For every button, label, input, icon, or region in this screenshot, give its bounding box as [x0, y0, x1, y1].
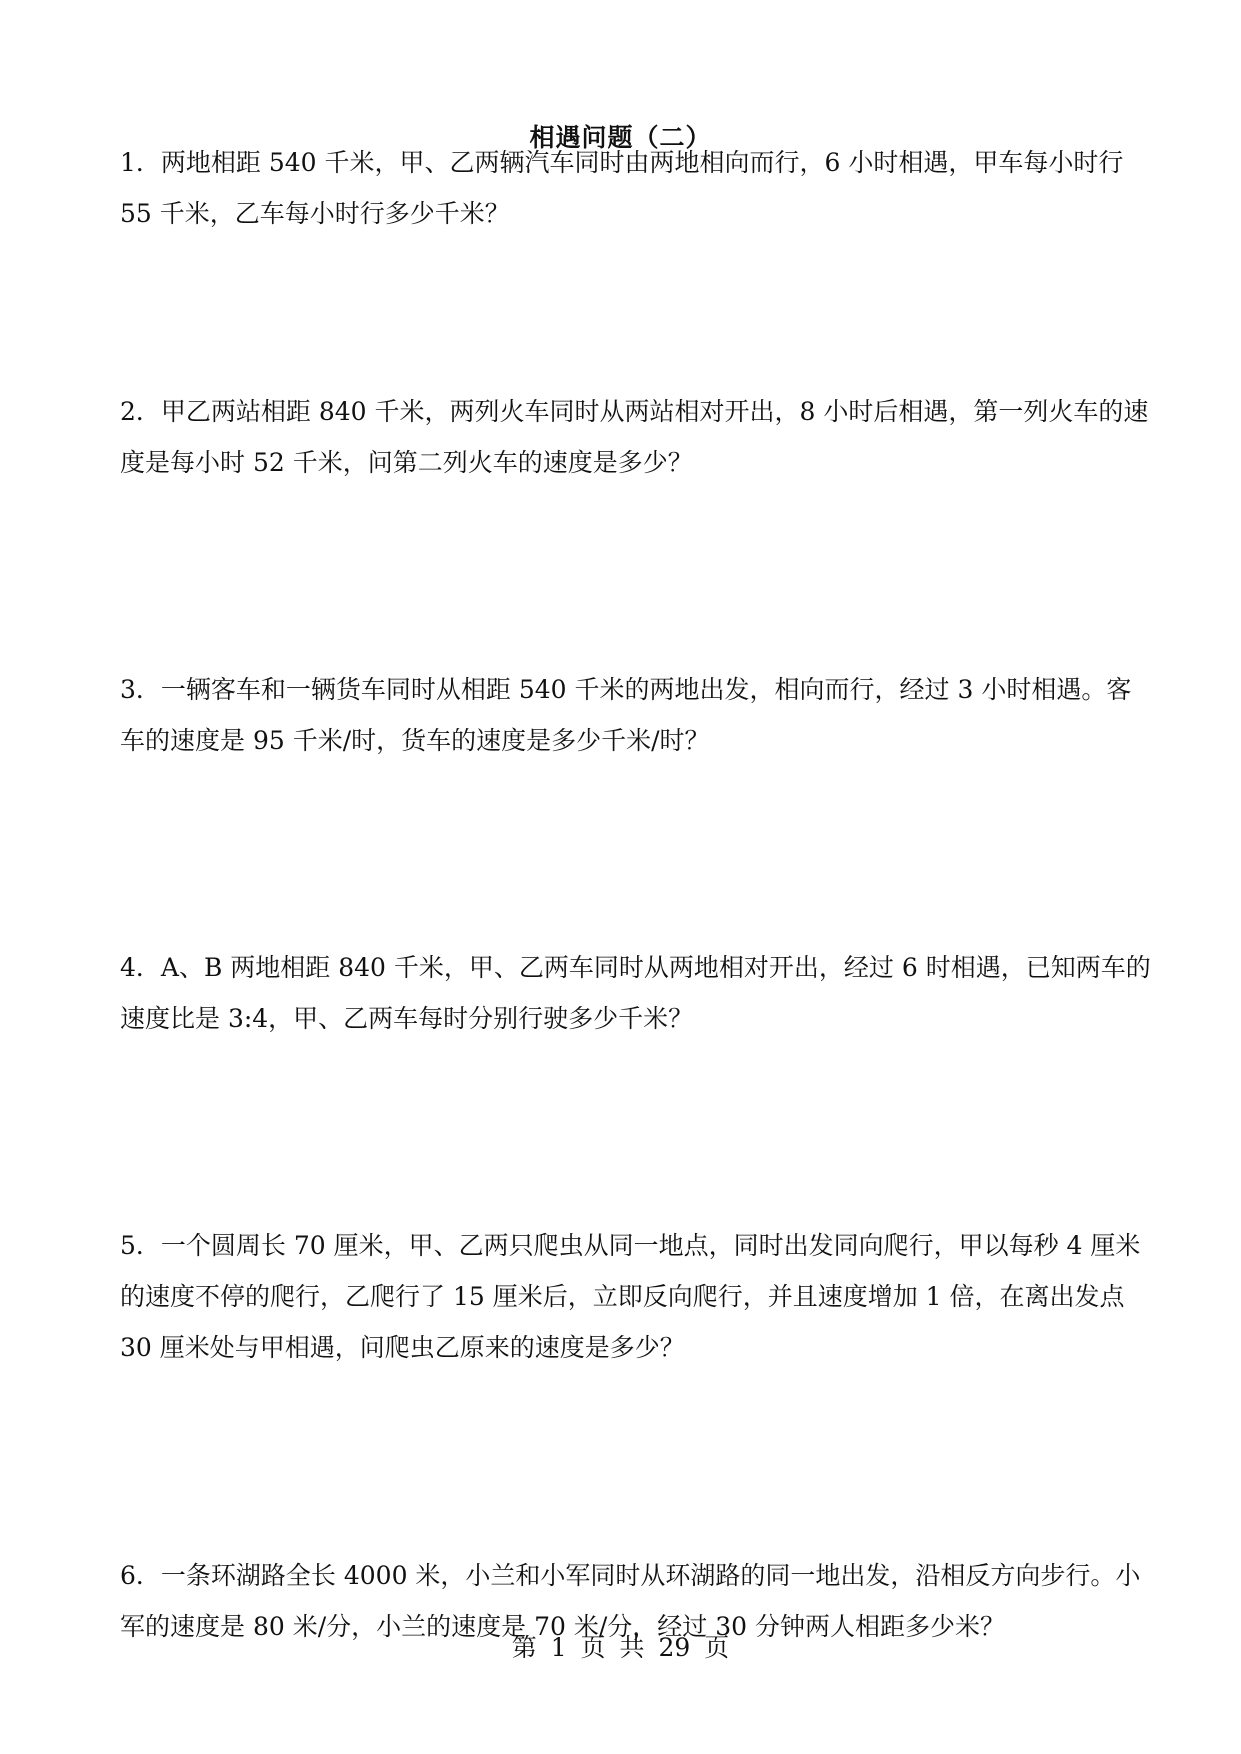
problem-5 [120, 1220, 1141, 1373]
problem-6-line-1: 6．一条环湖路全长 4000 米，小兰和小军同时从环湖路的同一地出发，沿相反方向步行。小 [120, 1561, 1141, 1590]
problem-4-line-2: 速度比是 3:4，甲、乙两车每时分别行驶多少千米？ [120, 1004, 694, 1033]
page-number-footer: 第 1 页 共 29 页 [511, 1633, 730, 1662]
problem-2-line-2: 度是每小时 52 千米，问第二列火车的速度是多少？ [120, 448, 693, 477]
problem-2 [120, 386, 1149, 488]
problem-5-line-3: 30 厘米处与甲相遇，问爬虫乙原来的速度是多少？ [120, 1333, 685, 1362]
problem-3 [120, 664, 1130, 766]
problem-4-line-1: 4．A、B 两地相距 840 千米，甲、乙两车同时从两地相对开出，经过 6 时相遇，已知两车的 [120, 953, 1151, 982]
problem-4 [120, 942, 1151, 1044]
problem-1-line-1: 1．两地相距 540 千米，甲、乙两辆汽车同时由两地相向而行，6 小时相遇，甲车每小时行 [120, 148, 1124, 177]
page-title: 相遇问题（二） [529, 123, 712, 152]
problem-6-line-2: 军的速度是 80 米/分，小兰的速度是 70 米/分，经过 30 分钟两人相距多少米？ [120, 1612, 1005, 1641]
problem-1-line-2: 55 千米，乙车每小时行多少千米？ [120, 199, 510, 228]
problem-2-line-1: 2．甲乙两站相距 840 千米，两列火车同时从两站相对开出，8 小时后相遇，第一列火车的速 [120, 397, 1149, 426]
problem-5-line-2: 的速度不停的爬行，乙爬行了 15 厘米后，立即反向爬行，并且速度增加 1 倍，在离出发点 [120, 1282, 1125, 1311]
problem-5-line-1: 5．一个圆周长 70 厘米，甲、乙两只爬虫从同一地点，同时出发同向爬行，甲以每秒 4 厘米 [120, 1231, 1141, 1260]
problem-3-line-1: 3．一辆客车和一辆货车同时从相距 540 千米的两地出发，相向而行，经过 3 小时相遇。客 [120, 675, 1132, 704]
problem-3-line-2: 车的速度是 95 千米/时，货车的速度是多少千米/时？ [120, 726, 710, 755]
problem-1 [120, 137, 1130, 239]
